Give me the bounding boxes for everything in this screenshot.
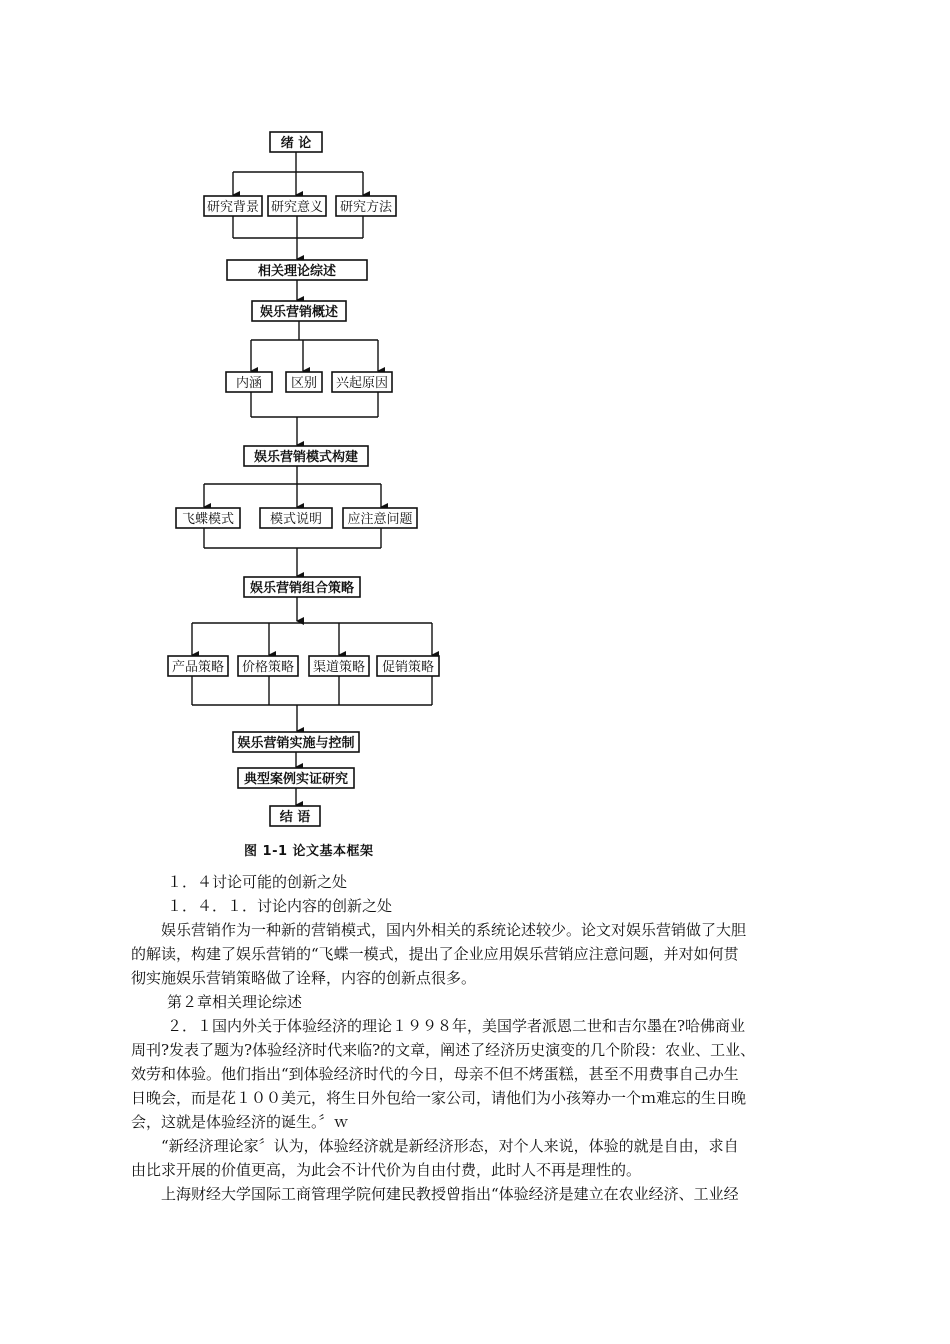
paragraph-line: 娱乐营销作为一种新的营销模式，国内外相关的系统论述较少。论文对娱乐营销做了大胆 [161,921,747,939]
paragraph-line: 会，这就是体验经济的诞生。〞ｗ [131,1113,349,1131]
chapter-heading: 第２章相关理论综述 [167,993,303,1011]
node-implementation-control-label: 娱乐营销实施与控制 [237,736,355,751]
section-heading: １．４讨论可能的创新之处 [167,873,348,891]
node-product-strategy-label: 产品策略 [171,660,225,675]
node-method-label: 研究方法 [339,200,393,215]
node-intro-label: 绪 论 [280,136,312,151]
paragraph-line: 上海财经大学国际工商管理学院何建民教授曾指出“体验经济是建立在农业经济、工业经 [161,1185,739,1203]
node-channel-strategy-label: 渠道策略 [312,660,366,675]
paragraph-line: 由比求开展的价值更高，为此会不计代价为自由付费，此时人不再是理性的。 [131,1161,642,1179]
node-connotation-label: 内涵 [235,376,263,391]
paragraph-line: 效劳和体验。他们指出“到体验经济时代的今日，母亲不但不烤蛋糕，甚至不用费事自己办生 [131,1065,739,1083]
node-butterfly-model-label: 飞蝶模式 [181,512,235,527]
paragraph-line: “新经济理论家〞认为，体验经济就是新经济形态，对个人来说，体验的就是自由，求自 [161,1137,739,1155]
paragraph-line: 日晚会，而是花１００美元，将生日外包给一家公司，请他们为小孩筹办一个ｍ难忘的生日晚 [131,1089,747,1107]
node-theory-review-label: 相关理论综述 [257,264,337,279]
paragraph-line: 周刊?发表了题为?体验经济时代来临?的文章，阐述了经济历史演变的几个阶段：农业、工业、 [131,1041,756,1059]
node-difference-label: 区别 [290,376,318,391]
node-significance-label: 研究意义 [270,200,324,215]
subsection-heading: １．４．１．讨论内容的创新之处 [167,897,393,915]
node-case-study-label: 典型案例实证研究 [243,772,349,787]
node-promotion-strategy-label: 促销策略 [381,660,435,675]
paragraph-line: 的解读，构建了娱乐营销的“飞蝶一模式，提出了企业应用娱乐营销应注意问题，并对如何贯 [131,945,739,963]
node-overview-label: 娱乐营销概述 [259,305,339,320]
node-model-explanation-label: 模式说明 [269,512,323,527]
node-price-strategy-label: 价格策略 [241,660,295,675]
figure-caption: 图 1-1 论文基本框架 [244,844,374,859]
body-text [131,870,831,1206]
node-rise-reasons-label: 兴起原因 [335,376,389,391]
paragraph-line: ２．１国内外关于体验经济的理论１９９８年，美国学者派恩二世和吉尔墨在?哈佛商业 [167,1017,746,1035]
node-background-label: 研究背景 [206,200,260,215]
paragraph-line: 彻实施娱乐营销策略做了诠释，内容的创新点很多。 [131,969,477,987]
node-model-building-label: 娱乐营销模式构建 [253,450,359,465]
node-conclusion-label: 结 语 [279,810,311,825]
node-attention-issues-label: 应注意问题 [347,512,413,527]
node-combination-strategy-label: 娱乐营销组合策略 [249,581,355,596]
